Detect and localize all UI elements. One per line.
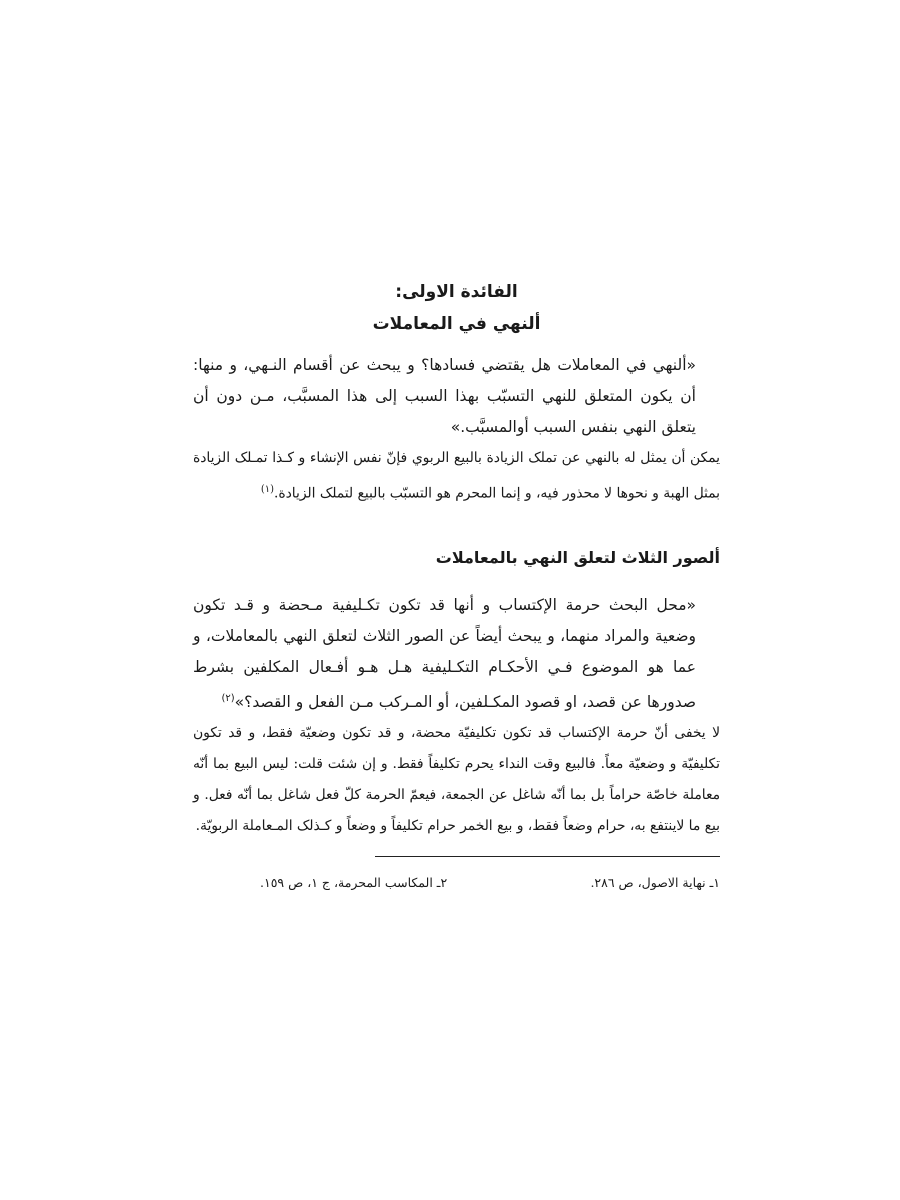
footnote-1: ١ـ نهاية الاصول، ص ٢٨٦.: [590, 874, 720, 890]
commentary-text-1: يمکن أن يمثل له بالنهي عن تملک الزيادة بالبيع الربوي فإنّ نفس الإنشاء و کـذا تمـلک الزيادة بمثل الهبة و نحوها لا محذور فيه، و إنما المحرم هو التسبّب بالبيع لتملک الزيادة.: [193, 450, 720, 502]
commentary-paragraph-1: [193, 443, 720, 510]
footnote-2: ٢ـ المکاسب المحرمة، ج ١، ص ١٥٩.: [260, 874, 448, 890]
commentary-paragraph-2: لا يخفى أنّ حرمة الإکتساب قد تکون تکليفيّة محضة، و قد تکون وضعيّة فقط، و قد تکون تکليفيّة و وضعيّة معاً. فالبيع وقت النداء يحرم تکليفاً فقط. و إن شئت قلت: ليس البيع بما أنّه معاملة خاصّة حراماً بل بما أنّه شاغل عن الجمعة، فيعمّ الحرمة کلّ فعل شاغل بما أنّه فعل. و بيع ما لاينتفع به، حرام وضعاً فقط، و بيع الخمر حرام تکليفاً و وضعاً و کـذلک المـعاملة الربويّة.: [193, 724, 720, 834]
section-title: الفائدة الاولی:: [395, 282, 518, 302]
quote-paragraph-2: [193, 590, 720, 718]
footnote-ref-2: (۲): [221, 692, 235, 704]
footnotes: [260, 875, 720, 890]
footnote-divider: [375, 856, 720, 857]
quote-text-2: «محل البحث حرمة الإکتساب و أنها قد تکون تکـليفية مـحضة و قـد تکون وضعية والمراد منهما، و يبحث أيضاً عن الصور الثلاث لتعلق النهي بالمعاملات، و عما هو الموضوع فـي الأحکـام التکـليفية هـل هـو أفـعال المکلفين بشرط صدورها عن قصد، او قصود المکـلفين، أو المـرکب مـن الفعل و القصد؟»: [193, 595, 696, 711]
footnote-ref-1: (۱): [260, 484, 275, 495]
section-heading-2: ألصور الثلاث لتعلق النهي بالمعاملات: [435, 547, 720, 567]
section-subtitle: ألنهي في المعاملات: [372, 314, 541, 334]
document-page: [193, 276, 720, 890]
quote-paragraph-1: «ألنهي في المعاملات هل يقتضي فسادها؟ و يبحث عن أقسام النـهي، و منها: أن يكون المتعلق للنهي التسبّب بهذا السبب إلى هذا المسبَّب، مـن دون أن يتعلق النهي بنفس السبب أوالمسبَّب.»: [193, 356, 696, 436]
